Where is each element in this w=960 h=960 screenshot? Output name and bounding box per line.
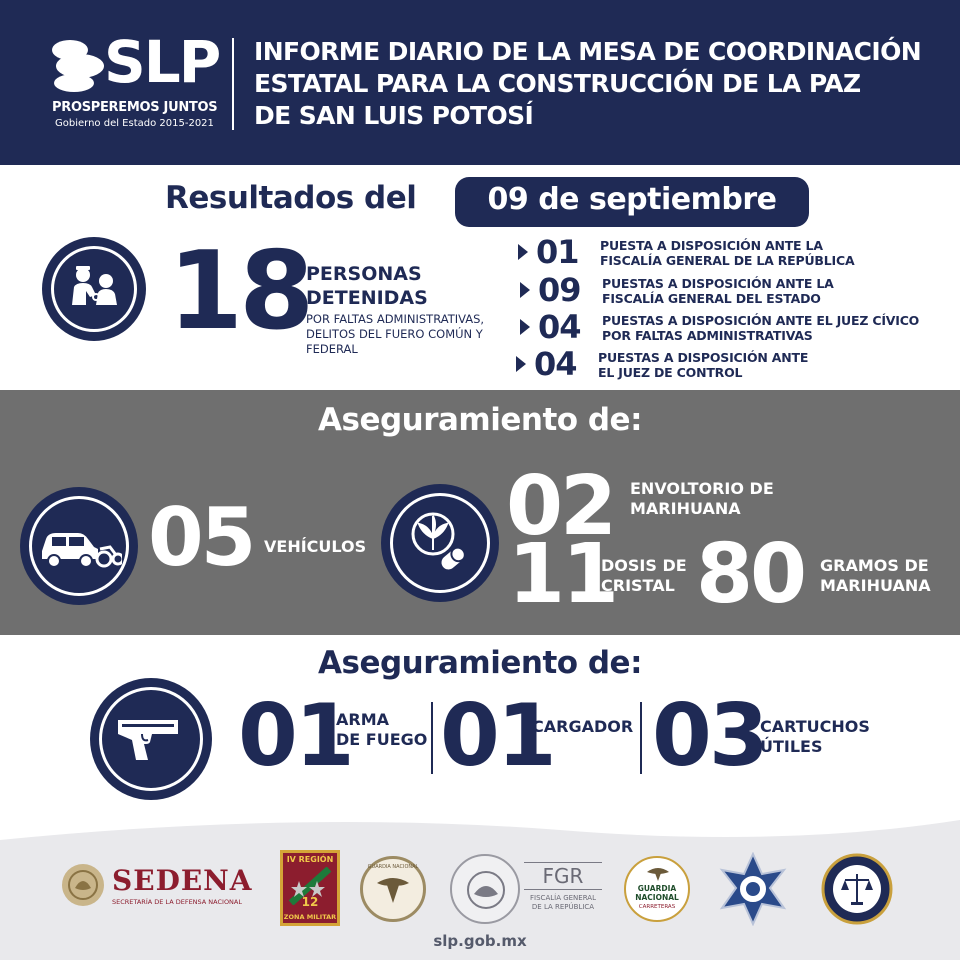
police-star-icon (716, 852, 790, 926)
item-divider (640, 702, 642, 774)
disposition-line-1: PUESTAS A DISPOSICIÓN ANTE LA (602, 276, 834, 291)
disposition-line-2: FISCALÍA GENERAL DE LA REPÚBLICA (600, 253, 855, 268)
header-title-line-2: ESTATAL PARA LA CONSTRUCCIÓN DE LA PAZ (254, 69, 861, 98)
footer-url[interactable]: slp.gob.mx (433, 932, 527, 950)
disposition-count: 04 (538, 308, 581, 346)
disposition-count: 04 (534, 345, 577, 383)
region-label: IV REGIÓN (286, 855, 334, 864)
eagle-small-icon (646, 864, 670, 882)
header-banner (0, 0, 960, 165)
logo-wordmark: SLP (104, 28, 220, 96)
grams-label-1: GRAMOS DE (820, 556, 929, 575)
justice-scale-icon (820, 852, 894, 926)
logo-tagline: PROSPEREMOS JUNTOS (52, 100, 218, 115)
gn-carreteras-line-2: NACIONAL (635, 893, 679, 902)
detention-icon (42, 237, 146, 341)
seizure-title-1: Aseguramiento de: (318, 402, 642, 438)
mexican-seal-icon (60, 862, 106, 908)
doses-label-2: CRISTAL (601, 576, 675, 595)
pistol-glyph (116, 714, 186, 764)
detained-subtitle: POR FALTAS ADMINISTRATIVAS, DELITOS DEL FUERO COMÚN Y FEDERAL (306, 312, 485, 356)
zona-militar-badge (280, 850, 340, 926)
grams-label-2: MARIHUANA (820, 576, 931, 595)
disposition-line-1: PUESTA A DISPOSICIÓN ANTE LA (600, 238, 823, 253)
car-motorcycle-glyph (38, 521, 122, 571)
drugs-icon (381, 484, 499, 602)
wrap-label-2: MARIHUANA (630, 499, 741, 518)
item-label-1: CARGADOR (532, 717, 634, 736)
item-label-1: ARMA (336, 710, 390, 729)
fgr-subtitle-1: FISCALÍA GENERAL (530, 894, 596, 902)
zona-label: ZONA MILITAR (283, 913, 337, 921)
seizure-title-2: Aseguramiento de: (318, 645, 642, 681)
pistol-icon (90, 678, 212, 800)
arrow-right-icon (516, 356, 526, 372)
detained-title: PERSONAS DETENIDAS (306, 263, 428, 309)
item-label-2: DE FUEGO (336, 730, 428, 749)
item-count: 01 (440, 686, 554, 786)
disposition-line-2: FISCALÍA GENERAL DEL ESTADO (602, 291, 821, 306)
arrow-right-icon (520, 319, 530, 335)
sedena-subtitle: SECRETARÍA DE LA DEFENSA NACIONAL (112, 898, 242, 906)
item-label-1: CARTUCHOS (760, 717, 870, 736)
mexico-coat-of-arms (450, 854, 520, 924)
disposition-line-2: EL JUEZ DE CONTROL (598, 365, 743, 380)
date-pill (455, 177, 809, 227)
region-number: 12 (301, 895, 319, 909)
fgr-wordmark: FGR (524, 862, 602, 890)
slp-logo-icon (50, 36, 108, 94)
grams-count: 80 (696, 527, 805, 622)
vehicles-count: 05 (148, 491, 254, 584)
item-count: 01 (238, 686, 352, 786)
police-badge (716, 852, 790, 926)
report-date: 09 de septiembre (487, 182, 777, 217)
guardia-label: GUARDIA NACIONAL (367, 864, 419, 870)
header-divider (232, 38, 234, 130)
item-count: 03 (652, 686, 766, 786)
fiscalia-estado-seal (820, 852, 894, 926)
disposition-line-2: POR FALTAS ADMINISTRATIVAS (602, 328, 813, 343)
arrow-right-icon (520, 282, 530, 298)
header-title-line-3: DE SAN LUIS POTOSÍ (254, 101, 534, 130)
disposition-line-1: PUESTAS A DISPOSICIÓN ANTE (598, 350, 809, 365)
doses-label-1: DOSIS DE (601, 556, 687, 575)
sedena-logo (60, 862, 260, 912)
doses-count: 11 (508, 527, 617, 622)
disposition-count: 01 (536, 233, 579, 271)
logo-government: Gobierno del Estado 2015-2021 (55, 118, 214, 129)
disposition-line-1: PUESTAS A DISPOSICIÓN ANTE EL JUEZ CÍVICO (602, 313, 920, 328)
gn-carreteras-line-1: GUARDIA (637, 884, 677, 893)
fgr-logo (524, 862, 602, 916)
disposition-count: 09 (538, 271, 581, 309)
detained-count: 18 (168, 229, 311, 354)
guardia-carreteras-logo (624, 856, 690, 922)
sedena-wordmark: SEDENA (112, 864, 253, 897)
results-label: Resultados del (165, 180, 417, 216)
guardia-nacional-seal (360, 856, 426, 922)
fgr-subtitle-2: DE LA REPÚBLICA (531, 903, 595, 911)
cannabis-pill-glyph (405, 508, 475, 578)
gn-carreteras-line-3: CARRETERAS (638, 904, 676, 910)
item-label-2: ÚTILES (760, 737, 823, 756)
vehicles-label: VEHÍCULOS (264, 537, 367, 556)
wrap-label-1: ENVOLTORIO DE (630, 479, 774, 498)
item-divider (431, 702, 433, 774)
eagle-icon (375, 873, 411, 905)
arrow-right-icon (518, 244, 528, 260)
vehicles-icon (20, 487, 138, 605)
detention-glyph (66, 261, 122, 317)
header-title-line-1: INFORME DIARIO DE LA MESA DE COORDINACIÓN (254, 37, 922, 66)
national-seal-icon (466, 870, 506, 910)
wrap-count: 02 (506, 459, 615, 554)
